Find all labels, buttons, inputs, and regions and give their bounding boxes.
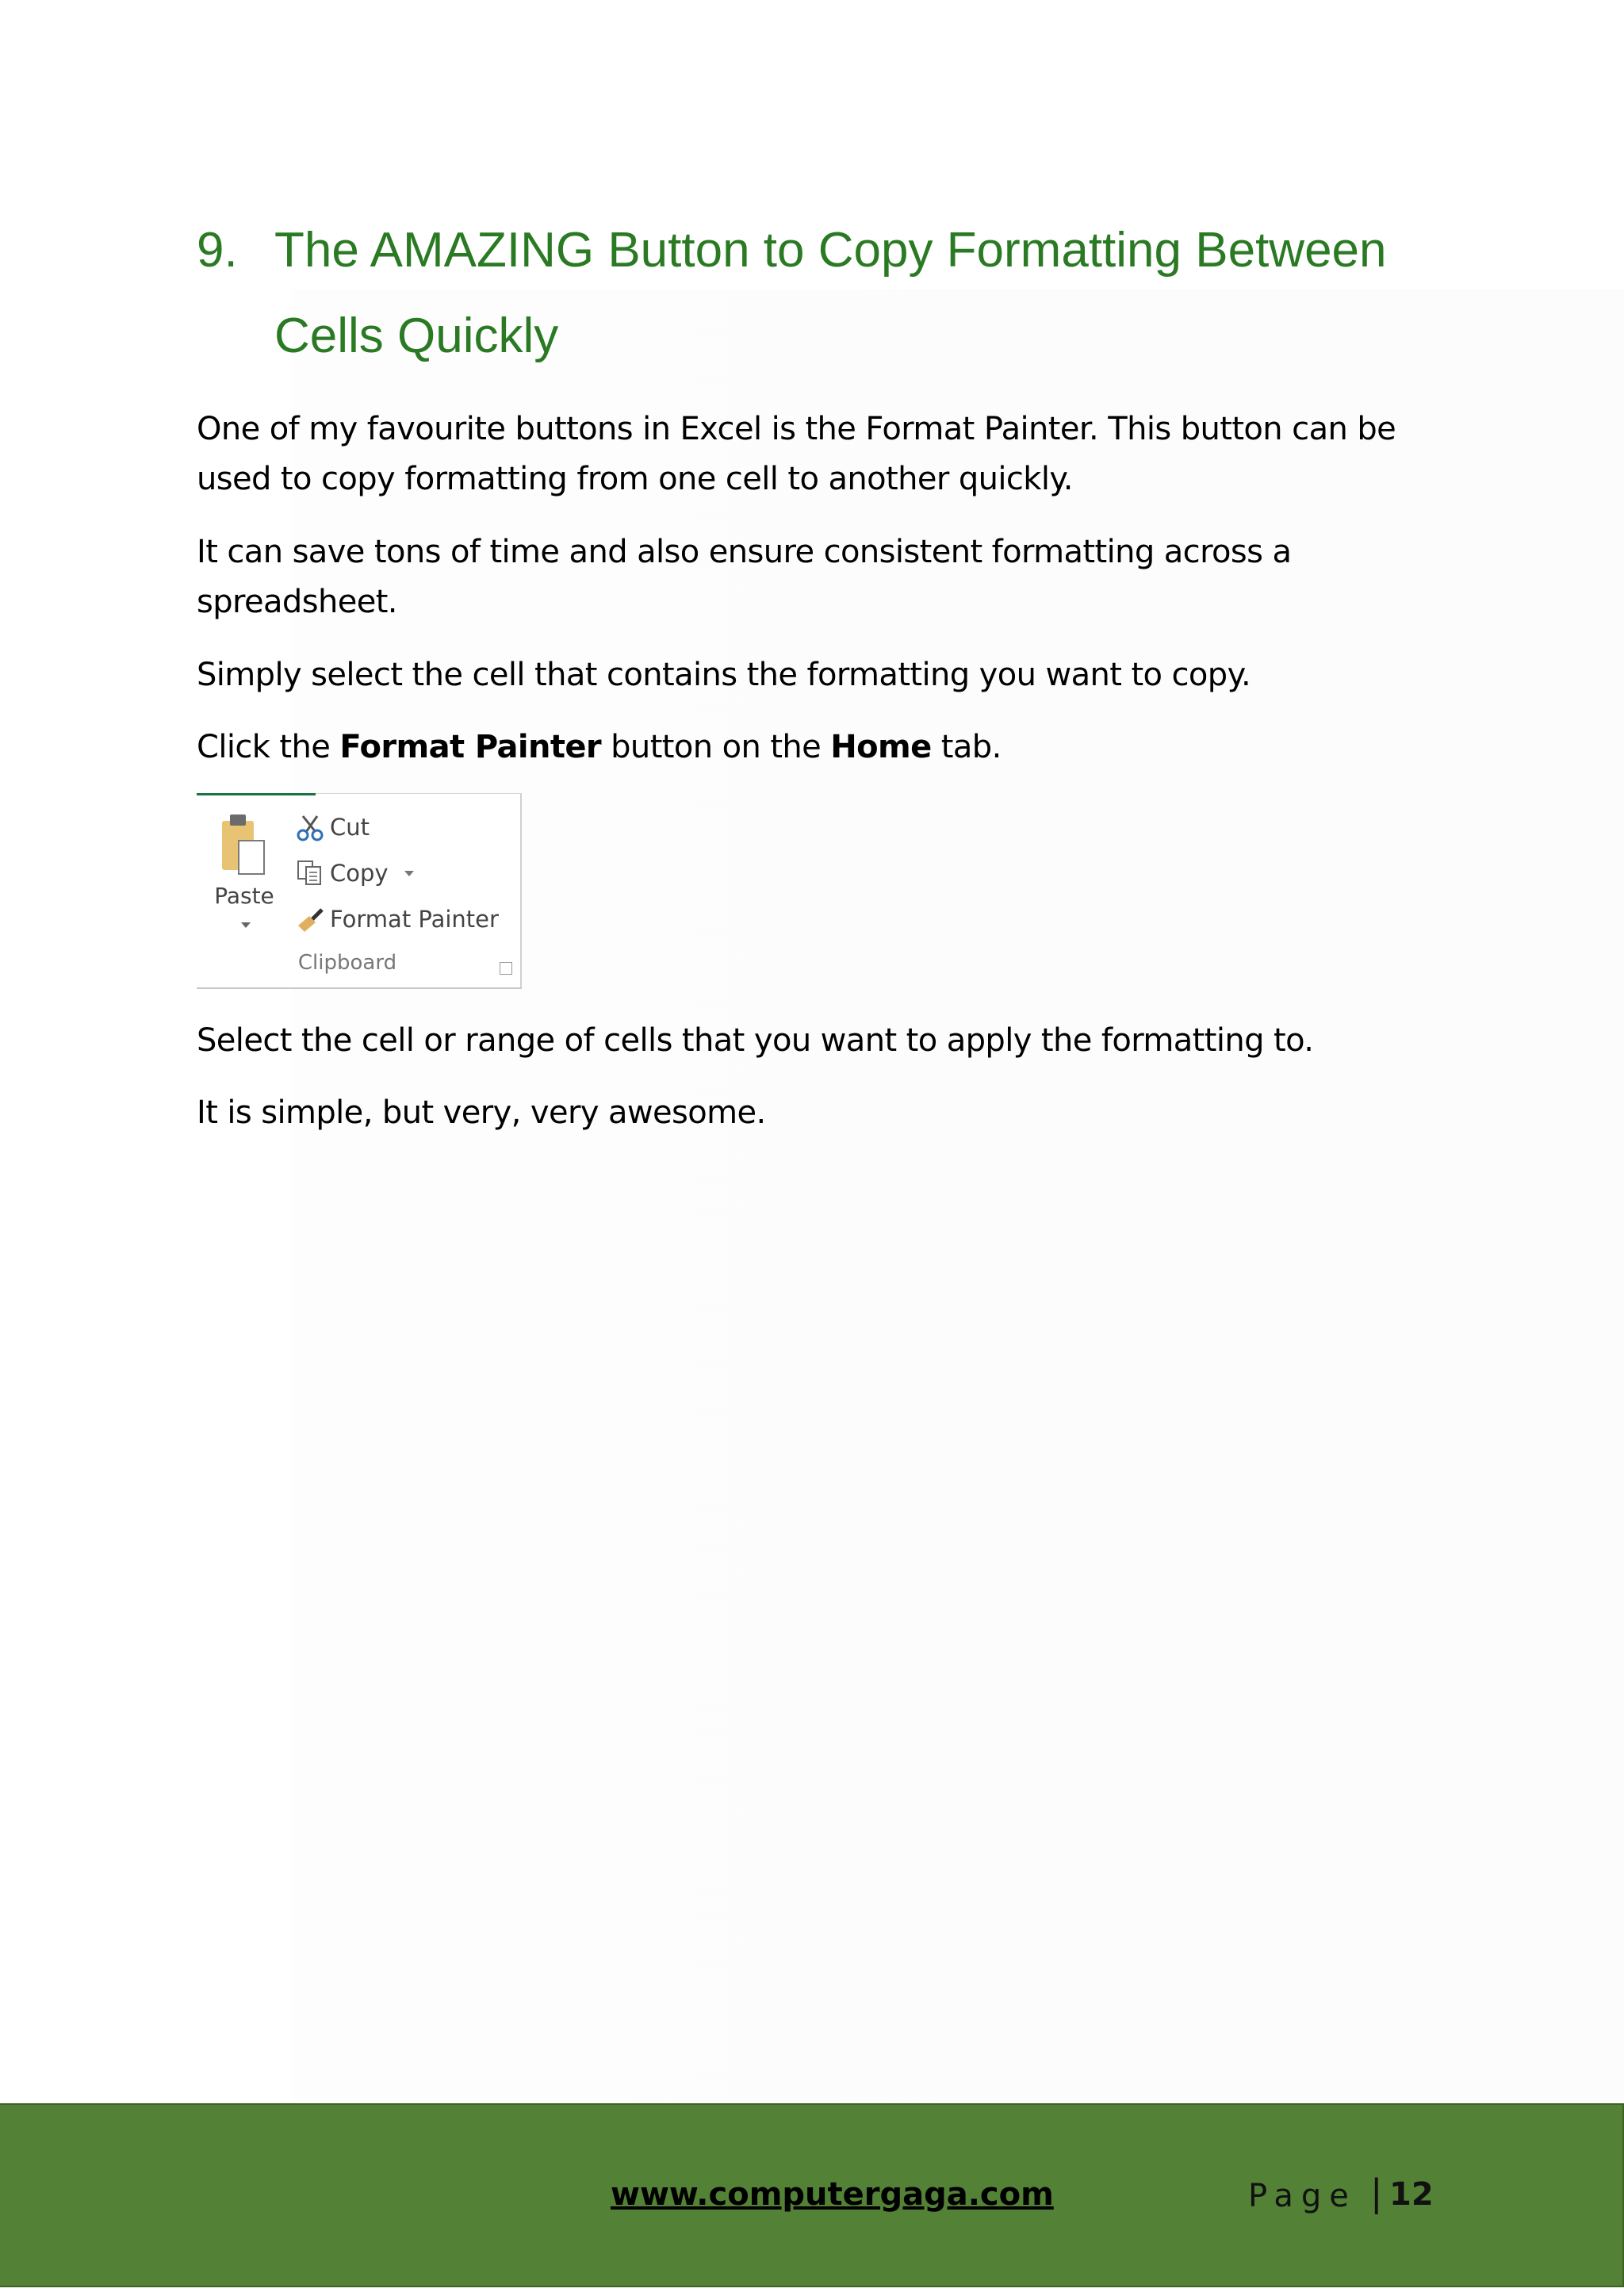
page-number: 12 bbox=[1389, 2176, 1434, 2213]
copy-dropdown-icon[interactable] bbox=[404, 871, 414, 876]
paragraph-step-apply: Select the cell or range of cells that you want to apply the formatting to. bbox=[197, 1022, 1314, 1059]
format-painter-button[interactable] bbox=[295, 903, 499, 935]
heading-number: 9. bbox=[197, 223, 238, 278]
home-tab-indicator bbox=[197, 793, 316, 795]
paste-dropdown-icon[interactable] bbox=[241, 922, 251, 928]
heading-title: The AMAZING Button to Copy Formatting Between Cells Quickly bbox=[274, 223, 1387, 363]
format-painter-label: Format Painter bbox=[330, 906, 499, 933]
copy-label: Copy bbox=[330, 860, 389, 887]
clipboard-group-label: Clipboard bbox=[297, 951, 397, 975]
page-separator: | bbox=[1370, 2171, 1383, 2214]
bold-home: Home bbox=[830, 729, 932, 765]
text-segment: tab. bbox=[931, 729, 1002, 765]
paste-button[interactable] bbox=[213, 810, 284, 945]
section-heading bbox=[197, 208, 1434, 379]
copy-button[interactable] bbox=[295, 857, 414, 889]
bold-format-painter: Format Painter bbox=[339, 729, 602, 765]
cut-button[interactable] bbox=[295, 811, 370, 843]
paste-sheet bbox=[238, 840, 265, 875]
dialog-launcher-icon[interactable] bbox=[500, 962, 512, 975]
paragraph-closing: It is simple, but very, very awesome. bbox=[197, 1094, 766, 1131]
cut-label: Cut bbox=[330, 814, 370, 841]
copy-icon bbox=[295, 859, 330, 887]
paragraph-step-click bbox=[197, 723, 1450, 772]
paintbrush-icon bbox=[295, 905, 330, 933]
clipboard-ribbon-group bbox=[197, 793, 522, 989]
text-segment: button on the bbox=[601, 729, 831, 765]
paragraph-intro: One of my favourite buttons in Excel is the Format Painter. This button can be used to copy formatting from one cell to another quickly. bbox=[197, 411, 1396, 497]
website-link[interactable]: www.computergaga.com bbox=[611, 2176, 1054, 2213]
scissors-icon bbox=[295, 813, 330, 841]
paste-label: Paste bbox=[214, 883, 274, 909]
paragraph-step-select: Simply select the cell that contains the formatting you want to copy. bbox=[197, 657, 1251, 693]
clipboard-clip bbox=[230, 815, 246, 826]
page-label: Page bbox=[1248, 2178, 1357, 2214]
page-footer bbox=[0, 2103, 1624, 2287]
paragraph-benefit: It can save tons of time and also ensure consistent formatting across a spreadsheet. bbox=[197, 534, 1292, 620]
text-segment: Click the bbox=[197, 729, 340, 765]
